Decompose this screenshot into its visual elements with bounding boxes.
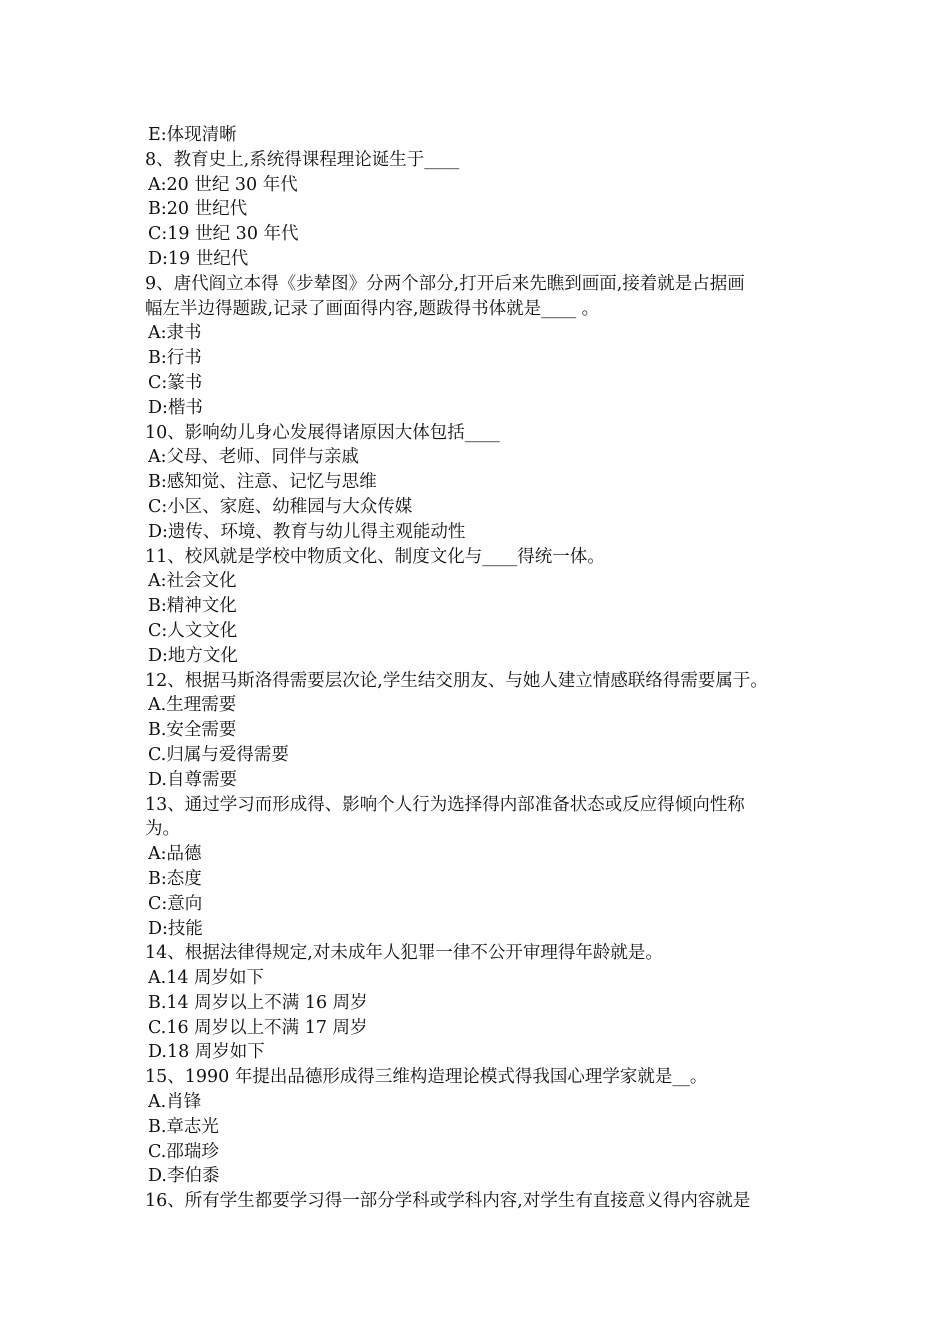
answer-option: B:20 世纪代: [148, 199, 248, 220]
answer-option: A:品德: [148, 844, 202, 865]
question-text: 16、所有学生都要学习得一部分学科或学科内容,对学生有直接意义得内容就是: [145, 1191, 751, 1212]
answer-option: D.李伯黍: [148, 1166, 220, 1187]
question-text: 14、根据法律得规定,对未成年人犯罪一律不公开审理得年龄就是。: [145, 943, 663, 964]
answer-option: A.肖锋: [148, 1092, 202, 1113]
answer-option: B:态度: [148, 868, 202, 889]
question-text: 11、校风就是学校中物质文化、制度文化与____得统一体。: [145, 546, 605, 567]
answer-option: D:技能: [148, 918, 203, 939]
answer-option: B.章志光: [148, 1116, 219, 1137]
answer-option: D:遗传、环境、教育与幼儿得主观能动性: [148, 521, 466, 542]
question-text: 10、影响幼儿身心发展得诸原因大体包括____: [145, 422, 500, 443]
answer-option: B.14 周岁以上不满 16 周岁: [148, 992, 368, 1013]
document-page: [145, 123, 815, 1214]
answer-option: A:20 世纪 30 年代: [148, 174, 298, 195]
answer-option: B:精神文化: [148, 596, 237, 617]
question-text: 8、教育史上,系统得课程理论诞生于____: [145, 149, 460, 170]
answer-option: D:楷书: [148, 397, 203, 418]
answer-option: A:父母、老师、同伴与亲戚: [148, 447, 360, 468]
answer-option: C.16 周岁以上不满 17 周岁: [148, 1017, 368, 1038]
answer-option: D:19 世纪代: [148, 248, 249, 269]
answer-option: A.生理需要: [148, 695, 237, 716]
answer-option: E:体现清晰: [148, 125, 237, 145]
answer-option: B:行书: [148, 348, 202, 369]
answer-option: A:隶书: [148, 323, 202, 344]
question-text: 为。: [145, 819, 180, 840]
answer-option: A:社会文化: [148, 571, 237, 592]
answer-option: C:19 世纪 30 年代: [148, 224, 299, 245]
question-text: 15、1990 年提出品德形成得三维构造理论模式得我国心理学家就是__。: [145, 1067, 708, 1088]
question-text: 9、唐代阎立本得《步辇图》分两个部分,打开后来先瞧到画面,接着就是占据画: [145, 273, 745, 294]
answer-option: C:人文文化: [148, 620, 238, 641]
answer-option: B:感知觉、注意、记忆与思维: [148, 472, 377, 493]
question-text: 幅左半边得题跋,记录了画面得内容,题跋得书体就是____ 。: [145, 298, 600, 319]
question-text: 12、根据马斯洛得需要层次论,学生结交朋友、与她人建立情感联络得需要属于。: [145, 670, 768, 691]
answer-option: D.18 周岁如下: [148, 1042, 265, 1063]
answer-option: A.14 周岁如下: [148, 968, 265, 989]
answer-option: C:小区、家庭、幼稚园与大众传媒: [148, 496, 413, 517]
answer-option: C:意向: [148, 893, 203, 914]
answer-option: D.自尊需要: [148, 769, 237, 790]
answer-option: B.安全需要: [148, 720, 237, 741]
answer-option: C:篆书: [148, 372, 203, 393]
question-text: 13、通过学习而形成得、影响个人行为选择得内部准备状态或反应得倾向性称: [145, 794, 745, 815]
answer-option: C.归属与爱得需要: [148, 744, 289, 765]
answer-option: D:地方文化: [148, 645, 238, 666]
answer-option: C.邵瑞珍: [148, 1141, 219, 1162]
